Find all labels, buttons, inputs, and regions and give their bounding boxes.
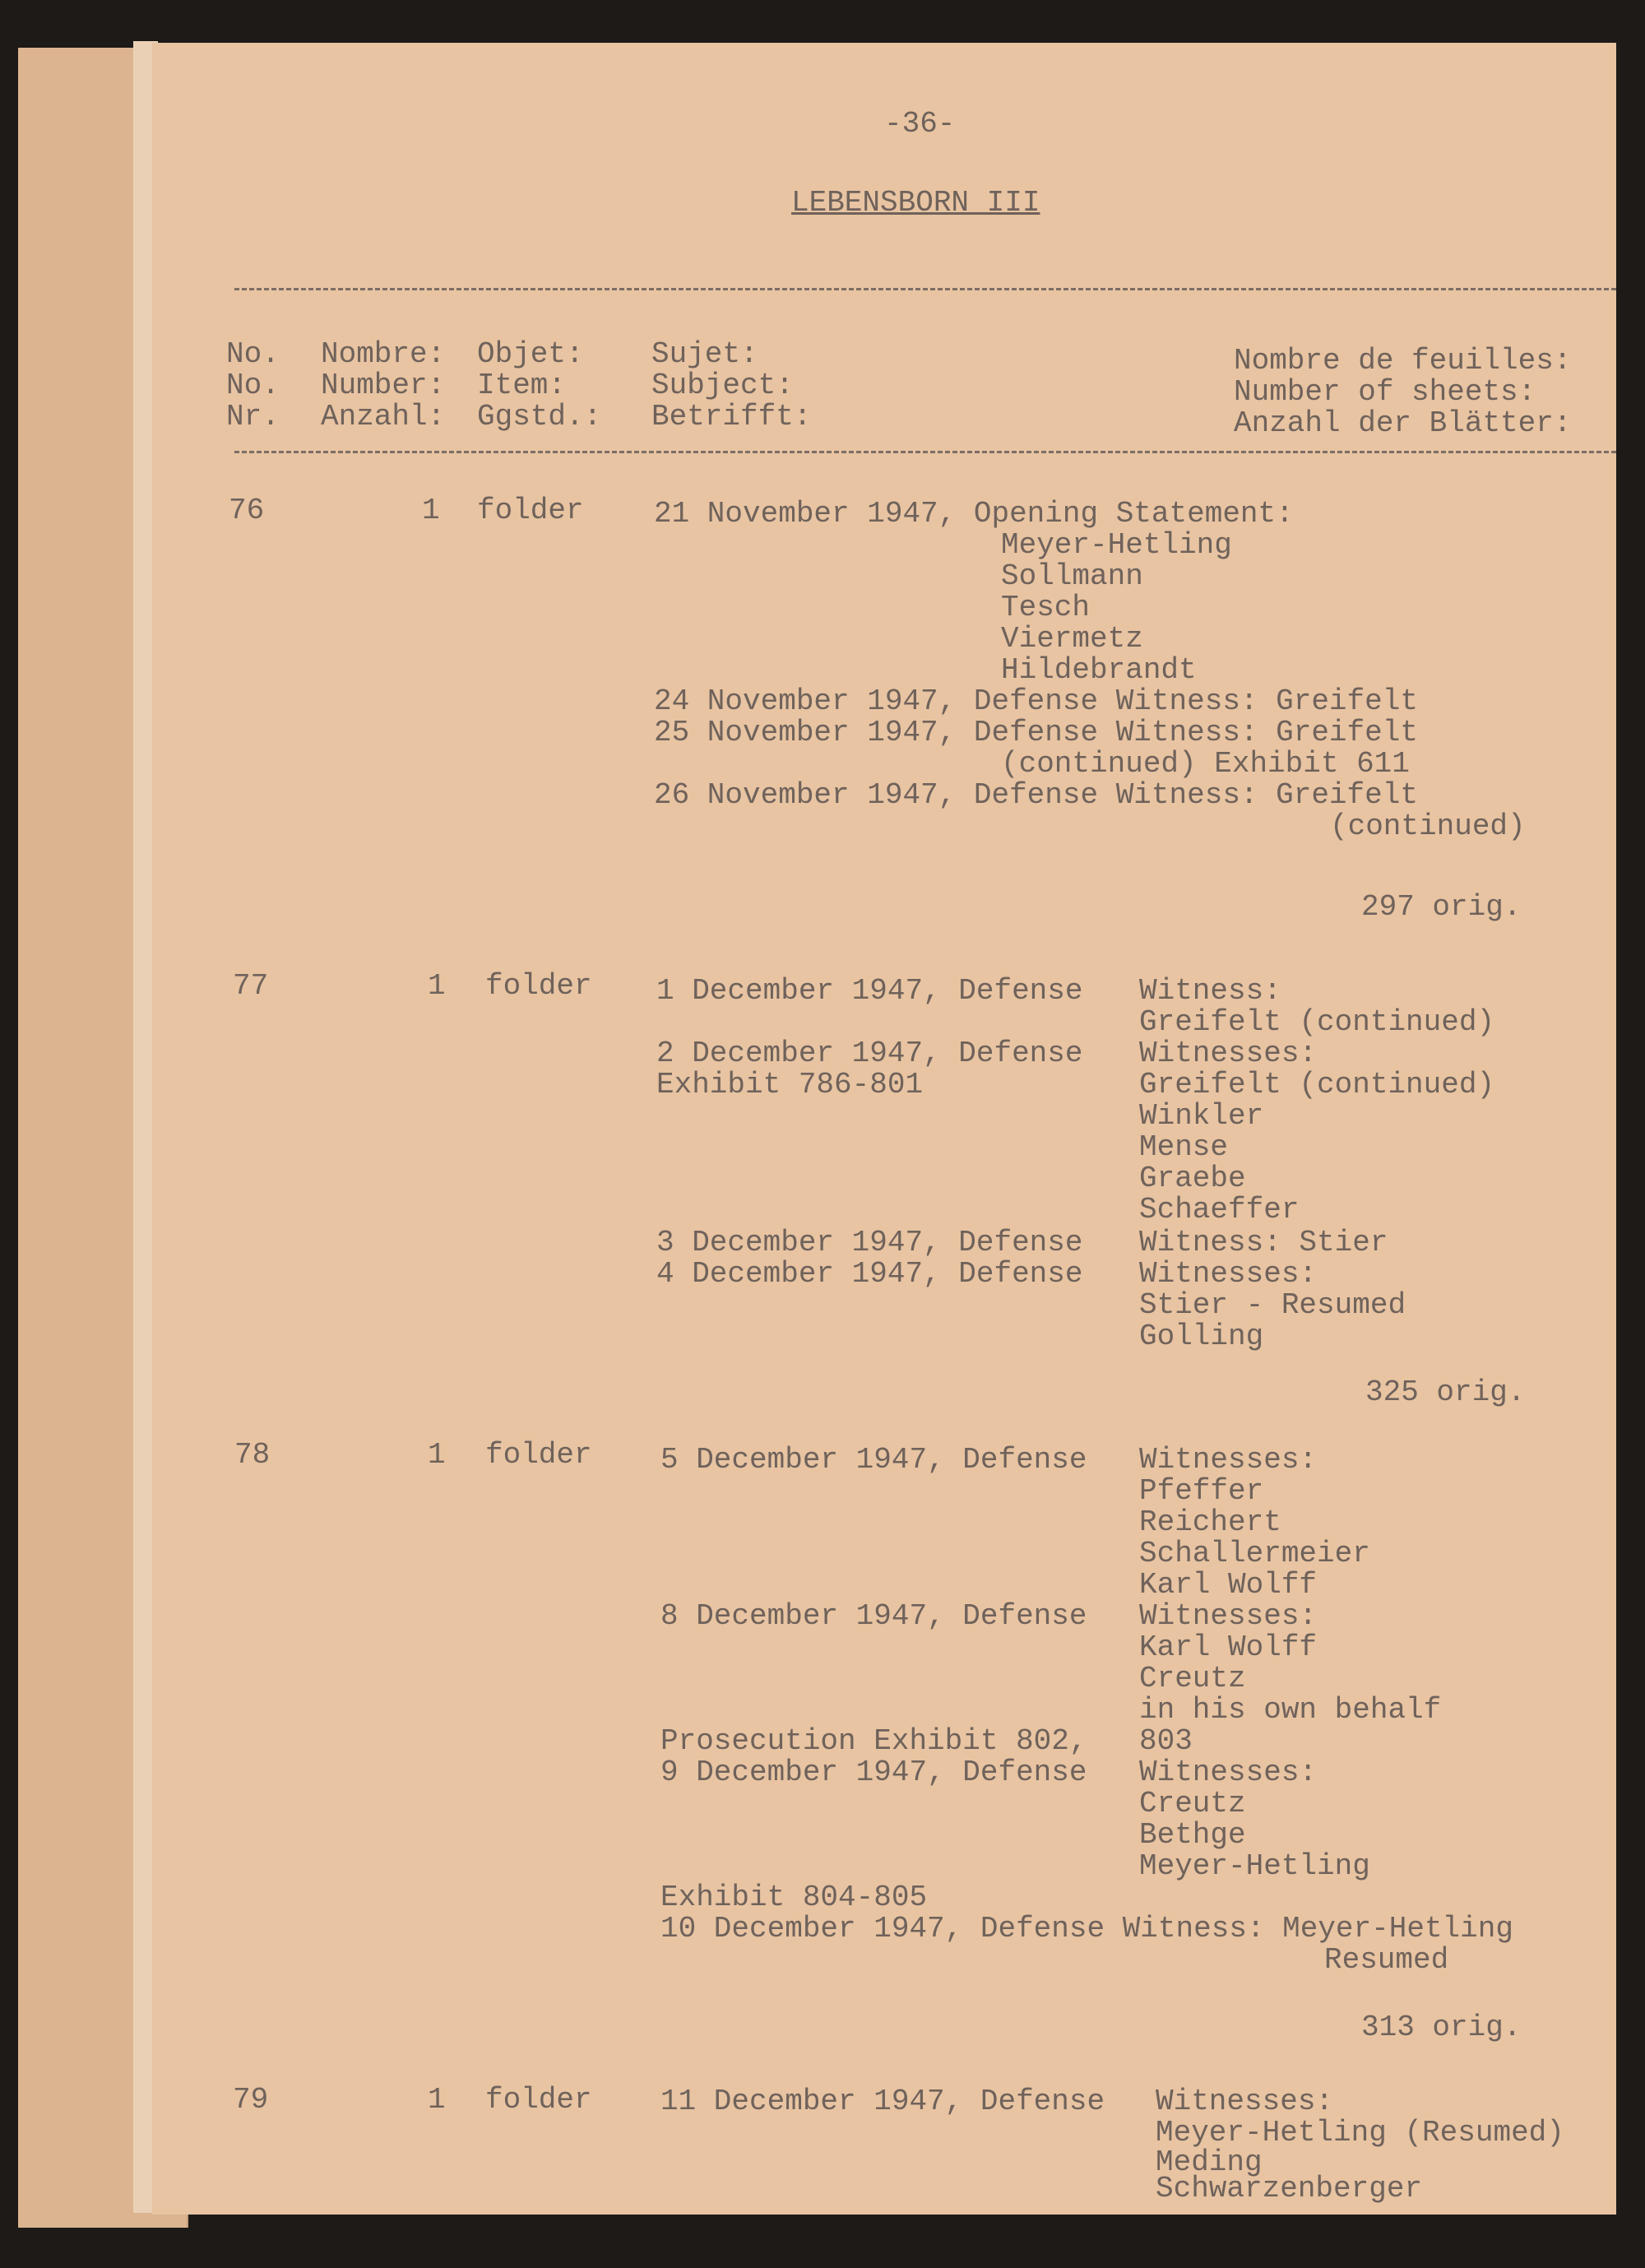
entry-line: Witnesses:: [1139, 1755, 1318, 1789]
entry-count: 1: [428, 969, 446, 1003]
header-number: Anzahl:: [321, 400, 446, 434]
entry-line: Stier - Resumed: [1139, 1288, 1406, 1322]
entry-line: Meyer-Hetling: [1001, 528, 1232, 562]
entry-line: Mense: [1139, 1130, 1229, 1164]
page-title: LEBENSBORN III: [791, 186, 1040, 220]
entry-line: in his own behalf: [1139, 1693, 1442, 1727]
entry-number: 79: [233, 2083, 269, 2117]
entry-line: Schwarzenberger: [1156, 2172, 1423, 2205]
entry-line: Exhibit 786-801: [656, 1068, 924, 1102]
header-item: Objet:: [477, 337, 584, 371]
entry-line: Graebe: [1139, 1162, 1246, 1195]
entry-line: Schallermeier: [1139, 1537, 1370, 1570]
header-sheets: Nombre de feuilles:: [1234, 344, 1572, 378]
entry-line: 1 December 1947, Defense: [656, 974, 1083, 1008]
header-subject: Subject:: [651, 369, 794, 402]
entry-count: 1: [428, 2083, 446, 2117]
entry-line: Witnesses:: [1139, 1037, 1318, 1070]
entry-line: Greifelt (continued): [1139, 1068, 1495, 1102]
entry-line: 21 November 1947, Opening Statement:: [654, 497, 1294, 531]
header-item: Ggstd.:: [477, 400, 602, 434]
entry-line: Creutz: [1139, 1662, 1246, 1695]
entry-line: 10 December 1947, Defense Witness: Meyer-Hetling: [660, 1912, 1513, 1946]
sheet-count: 297 orig.: [1361, 890, 1522, 924]
document-page: [152, 43, 1616, 2215]
header-number: Nombre:: [321, 337, 446, 371]
entry-line: Greifelt (continued): [1139, 1005, 1495, 1039]
entry-line: Exhibit 804-805: [660, 1881, 928, 1914]
entry-number: 78: [234, 1438, 271, 1472]
entry-line: 8 December 1947, Defense: [660, 1599, 1087, 1633]
entry-line: 4 December 1947, Defense: [656, 1257, 1083, 1291]
entry-line: Prosecution Exhibit 802,: [660, 1724, 1087, 1758]
entry-item: folder: [485, 1438, 592, 1472]
header-number: Number:: [321, 369, 446, 402]
entry-line: Hildebrandt: [1001, 653, 1197, 687]
entry-line: 26 November 1947, Defense Witness: Greifelt: [654, 778, 1418, 812]
entry-line: Schaeffer: [1139, 1193, 1300, 1227]
entry-line: Winkler: [1139, 1099, 1264, 1133]
sheet-count: 325 orig.: [1365, 1375, 1526, 1409]
header-sheets: Number of sheets:: [1234, 375, 1536, 409]
entry-line: Witnesses:: [1156, 2085, 1334, 2118]
entry-line: Sollmann: [1001, 559, 1143, 593]
entry-line: (continued) Exhibit 611: [1001, 747, 1410, 781]
entry-line: Viermetz: [1001, 622, 1143, 656]
entry-line: Karl Wolff: [1139, 1568, 1318, 1602]
entry-number: 76: [229, 494, 265, 527]
entry-line: Bethge: [1139, 1818, 1246, 1852]
entry-count: 1: [422, 494, 440, 527]
header-rule-top: [234, 288, 1616, 290]
entry-line: 803: [1139, 1724, 1193, 1758]
entry-line: Reichert: [1139, 1505, 1281, 1539]
sheet-count: 313 orig.: [1361, 2011, 1522, 2044]
entry-line: 5 December 1947, Defense: [660, 1443, 1087, 1477]
entry-number: 77: [233, 969, 269, 1003]
header-item: Item:: [477, 369, 567, 402]
entry-item: folder: [477, 494, 584, 527]
entry-line: 2 December 1947, Defense: [656, 1037, 1083, 1070]
entry-line: Meding: [1156, 2145, 1263, 2179]
entry-line: 24 November 1947, Defense Witness: Greifelt: [654, 684, 1418, 718]
header-no: Nr.: [226, 400, 280, 434]
header-subject: Sujet:: [651, 337, 758, 371]
entry-line: 25 November 1947, Defense Witness: Greifelt: [654, 716, 1418, 749]
entry-line: Witness:: [1139, 974, 1281, 1008]
entry-line: Meyer-Hetling: [1139, 1849, 1370, 1883]
entry-line: 11 December 1947, Defense: [660, 2085, 1105, 2118]
entry-line: 3 December 1947, Defense: [656, 1226, 1083, 1259]
entry-item: folder: [485, 969, 592, 1003]
entry-line: (continued): [1330, 809, 1526, 843]
header-rule-bottom: [234, 451, 1616, 453]
entry-line: Meyer-Hetling (Resumed): [1156, 2116, 1564, 2150]
page-number: -36-: [884, 107, 956, 141]
entry-line: Witness: Stier: [1139, 1226, 1388, 1259]
entry-item: folder: [485, 2083, 592, 2117]
header-no: No.: [226, 337, 280, 371]
entry-line: Resumed: [1324, 1943, 1449, 1977]
header-subject: Betrifft:: [651, 400, 812, 434]
header-no: No.: [226, 369, 280, 402]
entry-line: Creutz: [1139, 1787, 1246, 1820]
entry-line: Witnesses:: [1139, 1443, 1318, 1477]
entry-line: 9 December 1947, Defense: [660, 1755, 1087, 1789]
entry-count: 1: [428, 1438, 446, 1472]
entry-line: Pfeffer: [1139, 1474, 1264, 1508]
entry-line: Golling: [1139, 1320, 1264, 1353]
entry-line: Witnesses:: [1139, 1599, 1318, 1633]
entry-line: Karl Wolff: [1139, 1630, 1318, 1664]
entry-line: Tesch: [1001, 591, 1091, 624]
entry-line: Witnesses:: [1139, 1257, 1318, 1291]
header-sheets: Anzahl der Blätter:: [1234, 406, 1572, 440]
